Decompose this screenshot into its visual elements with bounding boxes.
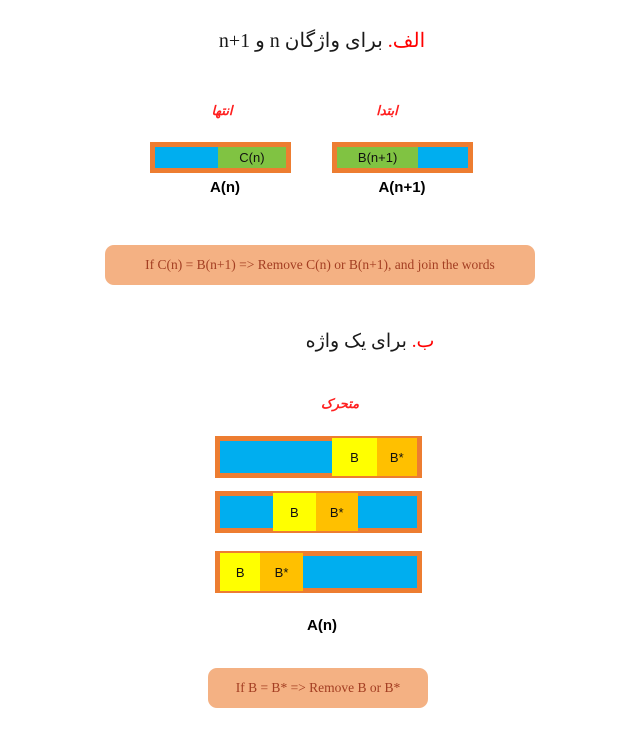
word-n-caption: A(n) xyxy=(210,179,240,196)
word-n-body-segment xyxy=(155,147,218,168)
bar-step-3 xyxy=(215,551,422,593)
step2-body-right-segment xyxy=(358,496,417,528)
end-label: انتها xyxy=(211,103,233,118)
step2-b-segment xyxy=(273,493,315,531)
word-n1-caption: A(n+1) xyxy=(378,179,426,196)
section-b-title-prefix: ب. xyxy=(411,331,435,352)
remove-rule-box xyxy=(208,668,428,708)
step3-body-segment xyxy=(303,556,417,588)
step1-bstar-segment xyxy=(377,438,417,476)
b-label: B xyxy=(290,504,299,520)
remove-rule-text: If B = B* => Remove B or B* xyxy=(235,680,401,695)
bar-step-1 xyxy=(215,436,422,478)
word-n-c-segment xyxy=(218,147,286,168)
step2-bstar-segment xyxy=(316,493,358,531)
b-label: B xyxy=(235,564,245,580)
b-label: B xyxy=(350,449,359,465)
section-a-title-prefix: الف. xyxy=(387,30,426,52)
step2-body-left-segment xyxy=(220,496,273,528)
b-segment-label: B(n+1) xyxy=(357,150,398,165)
b-star-label: B* xyxy=(389,449,404,465)
section-a-title xyxy=(0,28,644,53)
b-star-label: B* xyxy=(274,564,289,580)
join-rule-text: If C(n) = B(n+1) => Remove C(n) or B(n+1), and join the words xyxy=(145,257,495,272)
step1-body-segment xyxy=(220,441,332,473)
word-n1-body-segment xyxy=(418,147,468,168)
step3-bstar-segment xyxy=(260,553,302,591)
section-a-title-text: برای واژگان n و n+1 xyxy=(218,30,383,52)
moving-label: متحرک xyxy=(320,396,360,411)
b-star-label: B* xyxy=(329,504,344,520)
word-n1-b-segment xyxy=(337,147,418,168)
single-word-caption: A(n) xyxy=(307,617,337,634)
step1-b-segment xyxy=(332,438,376,476)
step3-b-segment xyxy=(220,553,260,591)
start-label: ابتدا xyxy=(376,103,398,118)
word-n-box xyxy=(150,142,291,173)
word-n1-box xyxy=(332,142,473,173)
section-b-title xyxy=(48,330,644,353)
bar-step-2 xyxy=(215,491,422,533)
section-b-title-text: برای یک واژه xyxy=(305,331,407,352)
join-rule-box xyxy=(105,245,535,285)
c-segment-label: C(n) xyxy=(239,150,265,165)
